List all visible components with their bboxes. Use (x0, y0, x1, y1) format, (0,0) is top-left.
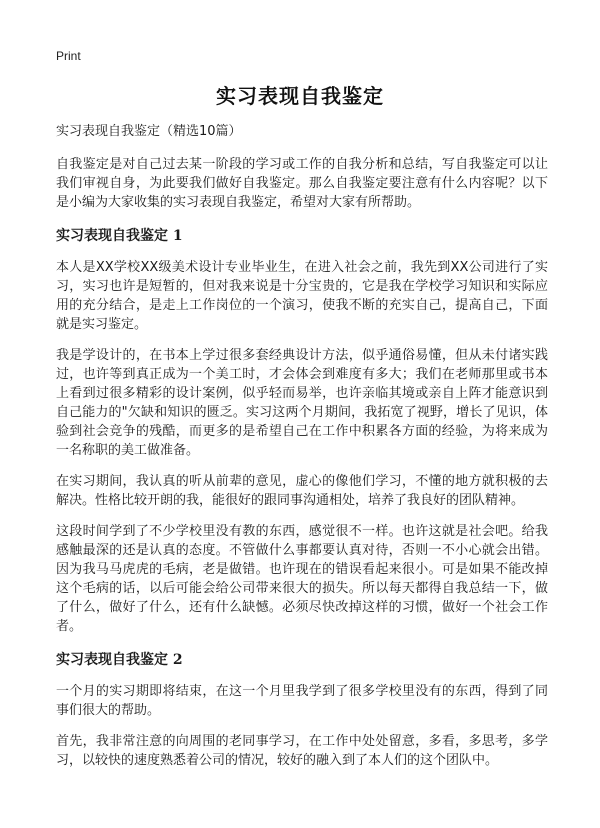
section-1-paragraph-4: 这段时间学到了不少学校里没有教的东西，感觉很不一样。也许这就是社会吧。给我感触最深的还是认真的态度。不管做什么事都要认真对待，否则一不小心就会出错。因为我马马虎虎的毛病，老是做错。也许现在的错误看起来很小。可是如果不能改掉这个毛病的话，以后可能会给公司带来很大的损失。所以每天都得自我总结一下，做了什么，做好了什么，还有什么缺憾。必须尽快改掉这样的习惯，做好一个社会工作者。 (56, 524, 548, 634)
article-subtitle: 实习表现自我鉴定（精选10篇） (56, 124, 242, 139)
section-1-paragraph-2: 我是学设计的，在书本上学过很多套经典设计方法，似乎通俗易懂，但从未付诸实践过，也许等到真正成为一个美工时，才会体会到难度有多大；我们在老师那里或书本上看到过很多精彩的设计案例，似乎轻而易举，也许亲临其境或亲自上阵才能意识到自己能力的"欠缺和知识的匮乏。实习这两个月期间，我拓宽了视野，增长了见识，体验到社会竞争的残酷，而更多的是希望自己在工作中积累各方面的经验，为将来成为一名称职的美工做准备。 (56, 348, 548, 458)
page-title: 实习表现自我鉴定 (216, 84, 384, 108)
section-heading-1: 实习表现自我鉴定 1 (56, 228, 183, 244)
print-link[interactable]: Print (56, 49, 81, 63)
section-2-paragraph-2: 首先，我非常注意的向周围的老同事学习，在工作中处处留意，多看，多思考，多学习，以较快的速度熟悉着公司的情况，较好的融入到了本人们的这个团队中。 (56, 734, 548, 768)
section-1-paragraph-3: 在实习期间，我认真的听从前辈的意见，虚心的像他们学习，不懂的地方就积极的去解决。性格比较开朗的我，能很好的跟同事沟通相处，培养了我良好的团队精神。 (56, 474, 548, 508)
section-2-paragraph-1: 一个月的实习期即将结束，在这一个月里我学到了很多学校里没有的东西，得到了同事们很大的帮助。 (56, 684, 548, 718)
section-1-paragraph-1: 本人是XX学校XX级美术设计专业毕业生，在进入社会之前，我先到XX公司进行了实习，实习也许是短暂的，但对我来说是十分宝贵的，它是我在学校学习知识和实际应用的充分结合，是走上工作岗位的一个演习，使我不断的充实自己，提高自己，下面就是实习鉴定。 (56, 260, 548, 332)
article-body (56, 122, 548, 782)
section-heading-2: 实习表现自我鉴定 2 (56, 652, 183, 668)
intro-paragraph: 自我鉴定是对自己过去某一阶段的学习或工作的自我分析和总结，写自我鉴定可以让我们审视自身，为此要我们做好自我鉴定。那么自我鉴定要注意有什么内容呢？以下是小编为大家收集的实习表现自我鉴定，希望对大家有所帮助。 (56, 157, 548, 210)
